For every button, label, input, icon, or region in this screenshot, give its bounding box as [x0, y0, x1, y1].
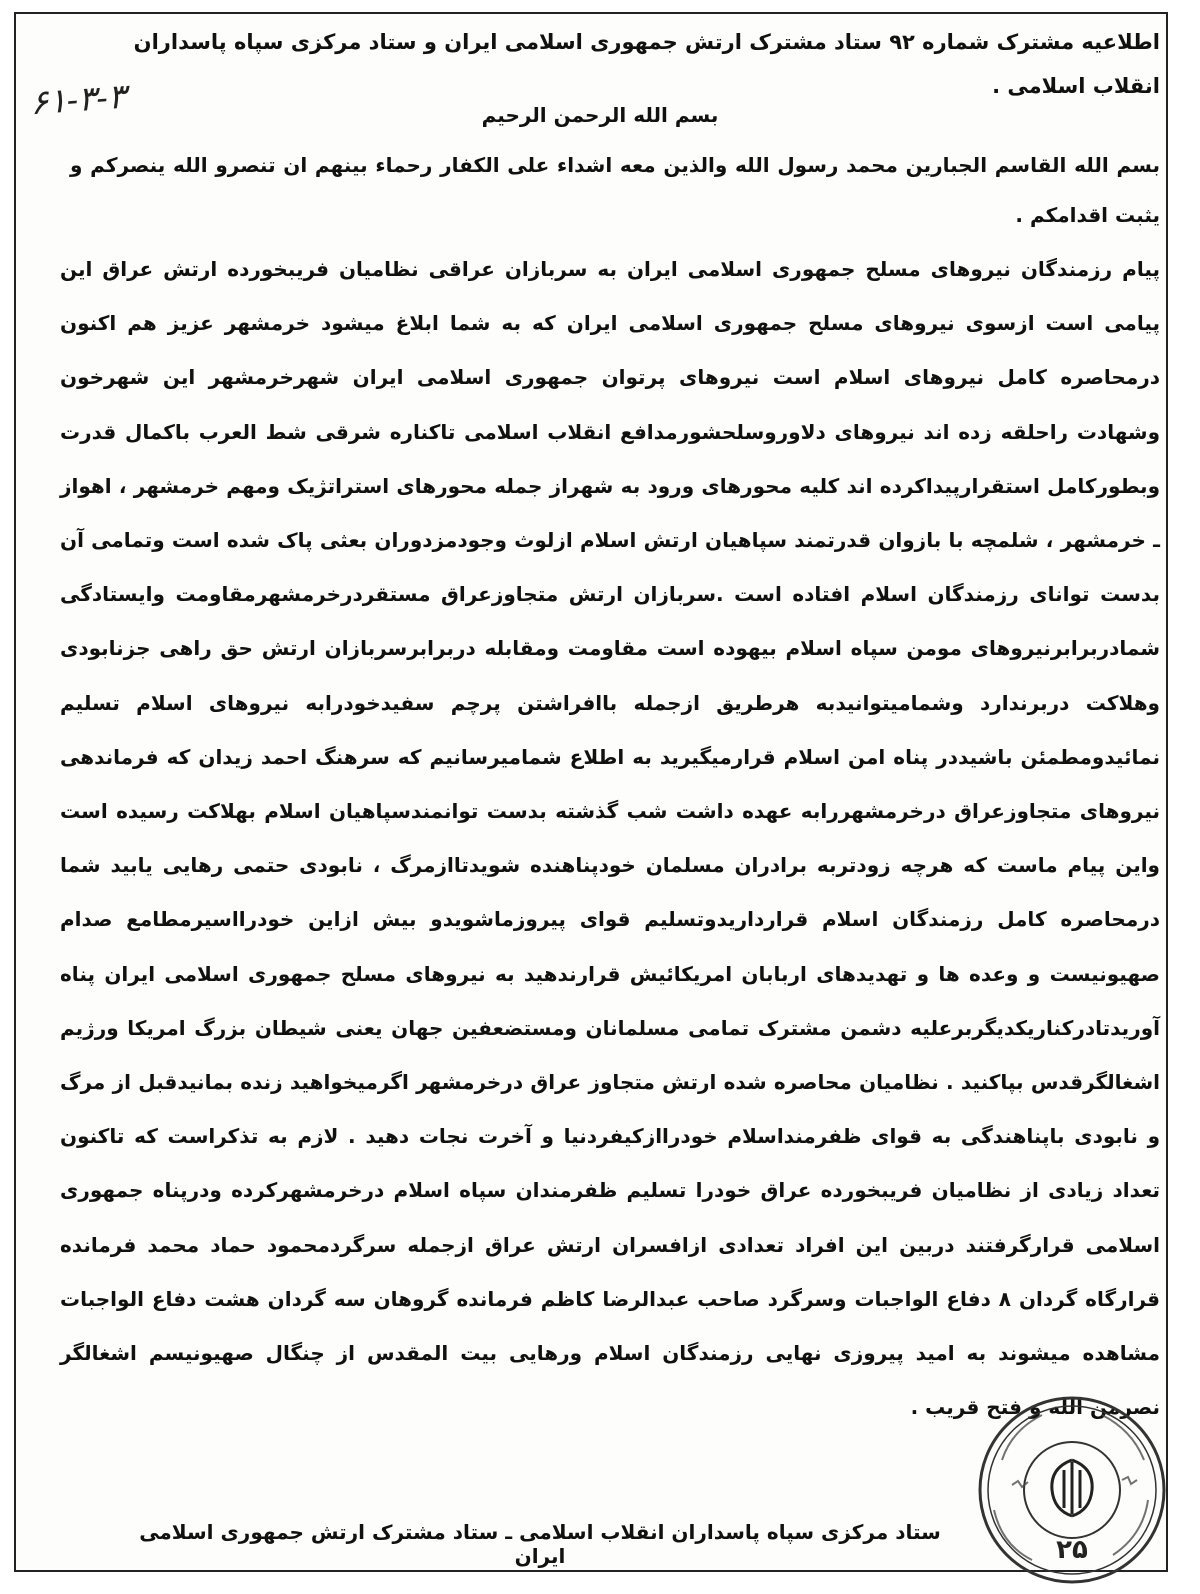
stamp-number: ۲۵	[1056, 1535, 1088, 1565]
announcement-body	[60, 242, 1160, 1434]
body-paragraph: پیام رزمندگان نیروهای مسلح جمهوری اسلامی ایران به سربازان عراقی نظامیان فریبخورده ارتش عراق این پیامی است ازسوی نیروهای مسلح جمهوری اسلامی ایران که به شما ابلاغ میشود خرمشهر عزیز هم اکنون درمحاصره کامل نیروهای اسلام است نیروهای پرتوان جمهوری اسلامی ایران شهرخرمشهر این شهرخون وشهادت راحلقه زده اند نیروهای دلاوروسلحشورمدافع انقلاب اسلامی تاکناره شرقی شط العرب باکمال قدرت وبطورکامل استقرارپیداکرده اند کلیه محورهای ورود به شهراز جمله محورهای استراتژیک ومهم خرمشهر ، اهواز ـ خرمشهر ، شلمچه با بازوان قدرتمند سپاهیان ارتش اسلام ازلوث وجودمزدوران بعثی پاک شده است وتمامی آن بدست توانای رزمندگان اسلام افتاده است .سربازان ارتش متجاوزعراق مستقردرخرمشهرمقاومت وایستادگی شمادربرابرنیروهای مومن سپاه اسلام بیهوده است مقاومت ومقابله دربرابرسربازان ارتش حق راهی جزنابودی وهلاکت دربرندارد وشمامیتوانیدبه هرطریق ازجمله باافراشتن پرچم سفیدخودرابه نیروهای اسلام تسلیم نمائیدومطمئن باشیددر پناه امن اسلام قرارمیگیرید به اطلاع شمامیرسانیم که سرهنگ احمد زیدان که فرماندهی نیروهای متجاوزعراق درخرمشهررابه عهده داشت شب گذشته بدست توانمندسپاهیان اسلام بهلاکت رسیده است واین پیام ماست که هرچه زودتربه برادران مسلمان خودپناهنده شویدتاازمرگ ، نابودی حتمی رهایی یابید شما درمحاصره کامل رزمندگان اسلام قرارداریدوتسلیم قوای پیروزماشویدو بیش ازاین خودرااسیرمطامع صدام صهیونیست و وعده ها و تهدیدهای اربابان امریکائیش قرارندهید به نیروهای مسلح جمهوری اسلامی ایران پناه آوریدتادرکناریکدیگربرعلیه دشمن مشترک تمامی مسلمانان ومستضعفین جهان یعنی شیطان بزرگ امریکا ورژیم اشغالگرقدس بپاکنید . نظامیان محاصره شده ارتش متجاوز عراق درخرمشهر اگرمیخواهید زنده بمانیدقبل از مرگ و نابودی باپناهندگی به قوای ظفرمنداسلام خودراازکیفردنیا و آخرت نجات دهید . لازم به تذکراست که تاکنون تعداد زیادی از نظامیان فریبخورده عراق خودرا تسلیم ظفرمندان سپاه اسلام درخرمشهرکرده ودرپناه جمهوری اسلامی قرارگرفتند دربین این افراد تعدادی ازافسران ارتش عراق ازجمله سرگردمحمود حماد محمد فرمانده قرارگاه گردان ۸ دفاع الواجبات وسرگرد صاحب عبدالرضا کاظم فرمانده گروهان سه گردان هشت دفاع الواجبات مشاهده میشوند به امید پیروزی نهایی رزمندگان اسلام ورهایی بیت المقدس از چنگال صهیونیسم اشغالگر نصرمن الله و فتح قریب .	[60, 257, 1161, 1420]
official-seal-stamp	[972, 1390, 1172, 1590]
header-line-1: اطلاعیه مشترک شماره ۹۲ ستاد مشترک ارتش جمهوری اسلامی ایران و ستاد مرکزی سپاه پاسداران	[133, 30, 1160, 54]
header-line-2: انقلاب اسلامی .	[992, 74, 1160, 98]
handwritten-date: ۶۱-۳-۳	[28, 76, 128, 124]
document-header	[80, 20, 1160, 108]
quran-verse: بسم الله القاسم الجبارین محمد رسول الله والذین معه اشداء علی الکفار رحماء بینهم ان تنصرو الله ینصرکم و یثبت اقدامکم .	[70, 153, 1160, 227]
basmala-heading: بسم الله الرحمن الرحیم	[481, 103, 719, 127]
signature-line: ستاد مرکزی سپاه پاسداران انقلاب اسلامی ـ ستاد مشترک ارتش جمهوری اسلامی ایران	[139, 1520, 941, 1568]
